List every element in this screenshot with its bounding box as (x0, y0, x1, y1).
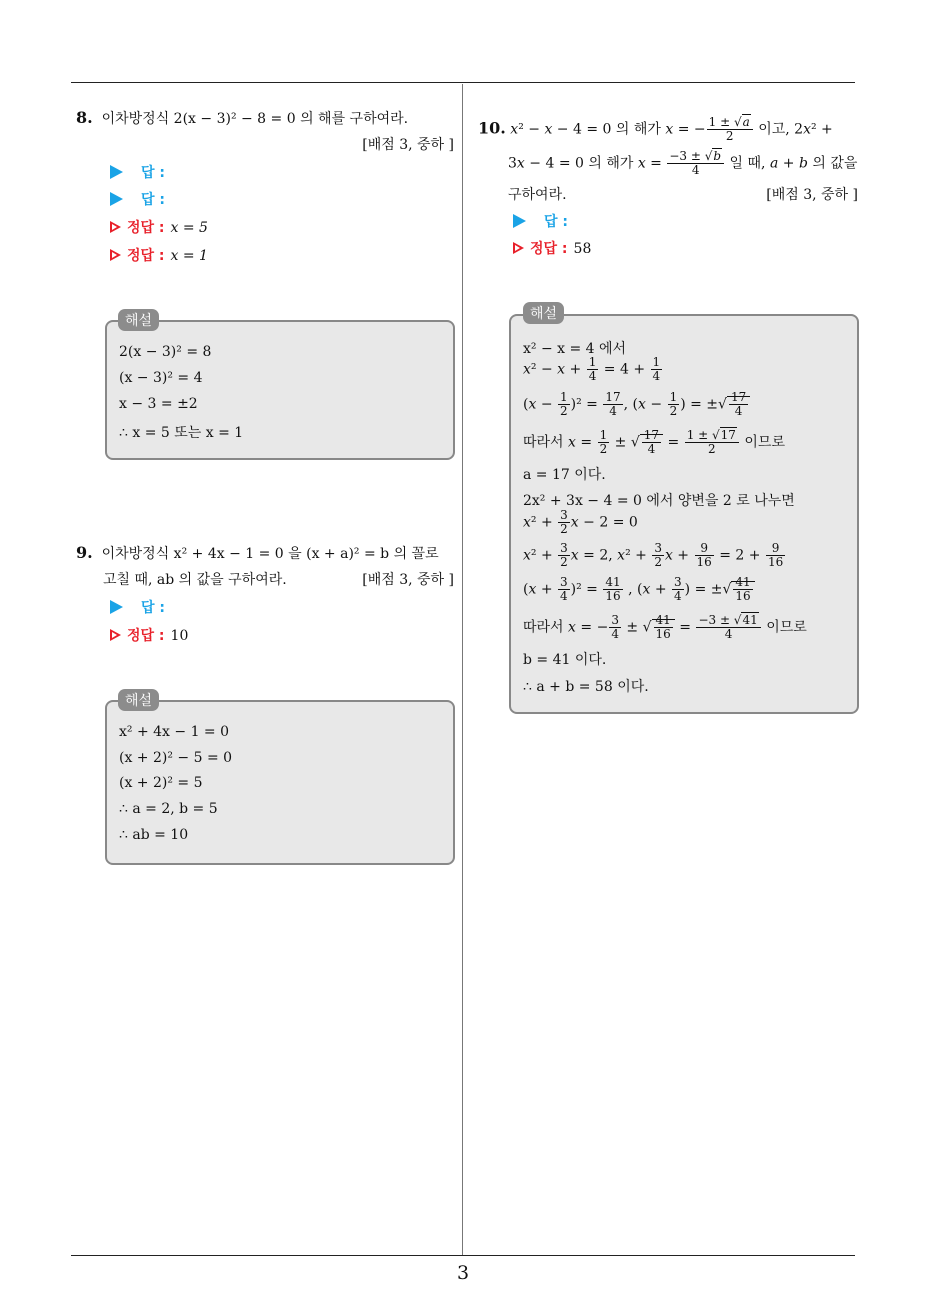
question-text: 구하여라. (508, 187, 567, 203)
solution-line: ∴ a + b = 58 이다. (523, 679, 649, 695)
correct-answer: 정답 : x = 5 (110, 217, 208, 239)
play-icon (110, 192, 123, 206)
play-icon (110, 600, 123, 614)
solution-line: (x + 2)² − 5 = 0 (119, 750, 233, 766)
question-line-2: 3x − 4 = 0 의 해가 x = $\frac{-3 \pm √b}{4}$ 일 때, a + b 의 값을 (508, 149, 858, 177)
solution-box (105, 700, 455, 865)
score-meta: [배점 3, 중하 ] (766, 187, 858, 203)
solution-line: 2x² + 3x − 4 = 0 에서 양변을 2 로 나누면 (523, 493, 795, 509)
score-meta: [배점 3, 중하 ] (362, 137, 454, 153)
solution-box (105, 320, 455, 460)
solution-line: (x + $\frac{3}{4}$ )² = $\frac{41}{16}$ , (x + $\frac{3}{4}$ ) = ±√ $\frac{41}{16}$ (523, 576, 755, 603)
solution-line: 따라서 x = $\frac{1}{2}$ ± √ $\frac{17}{4}$ = $\frac{1 \pm √17}{2}$ 이므로 (523, 428, 785, 456)
correct-answer: 정답 : 10 (110, 625, 188, 647)
solution-tag: 해설 (523, 302, 564, 324)
question-number: 8. (76, 108, 93, 127)
top-rule (71, 82, 855, 83)
column-divider (462, 84, 463, 1256)
outline-triangle-icon (110, 221, 121, 233)
solution-line: x² + 4x − 1 = 0 (119, 724, 230, 740)
solution-tag: 해설 (118, 309, 159, 331)
solution-line: ∴ x = 5 또는 x = 1 (119, 425, 244, 441)
solution-line: (x − 3)² = 4 (119, 370, 203, 386)
solution-line: a = 17 이다. (523, 467, 606, 483)
question-9 (76, 540, 454, 593)
question-text: 고칠 때, ab 의 값을 구하여라. (103, 572, 287, 588)
answer-line: 답 : (110, 162, 165, 184)
question-text: 이차방정식 x² + 4x − 1 = 0 을 (x + a)² = b 의 꼴로 (101, 546, 439, 562)
question-text: 이차방정식 2(x − 3)² − 8 = 0 의 해를 구하여라. (101, 111, 409, 127)
solution-line: 따라서 x = − $\frac{3}{4}$ ± √ $\frac{41}{16}$ = $\frac{-3 \pm √41}{4}$ 이므로 (523, 613, 807, 641)
solution-line: x² + $\frac{3}{2}$ x = 2, x² + $\frac{3}{2}$ x + $\frac{9}{16}$ = 2 + $\frac{9}{16}$ (523, 541, 784, 569)
solution-line: x − 3 = ±2 (119, 396, 198, 412)
correct-answer: 정답 : x = 1 (110, 245, 208, 267)
solution-line: (x + 2)² = 5 (119, 775, 203, 791)
question-8 (76, 105, 454, 158)
solution-line: 2(x − 3)² = 8 (119, 344, 212, 360)
answer-line: 답 : (110, 597, 165, 619)
outline-triangle-icon (110, 629, 121, 641)
score-meta: [배점 3, 중하 ] (362, 572, 454, 588)
solution-line: ∴ a = 2, b = 5 (119, 801, 218, 817)
answer-line: 답 : (110, 189, 165, 211)
solution-line: x² − x + $\frac{1}{4}$ = 4 + $\frac{1}{4}$ (523, 355, 661, 383)
question-number: 10. (478, 118, 506, 138)
outline-triangle-icon (513, 242, 524, 254)
solution-line: (x − $\frac{1}{2}$ )² = $\frac{17}{4}$ , (x − $\frac{1}{2}$ ) = ±√ $\frac{17}{4}$ (523, 391, 750, 418)
bottom-rule (71, 1255, 855, 1256)
play-icon (110, 165, 123, 179)
outline-triangle-icon (110, 249, 121, 261)
question-line-1: 10. x² − x − 4 = 0 의 해가 x = − $\frac{1 \pm √a}{2}$ 이고, 2x² + (478, 115, 833, 143)
question-number: 9. (76, 543, 93, 562)
answer-line: 답 : (513, 211, 568, 233)
solution-line: b = 41 이다. (523, 652, 607, 668)
solution-line: ∴ ab = 10 (119, 827, 189, 843)
solution-box (509, 314, 859, 714)
page-number: 3 (456, 1262, 470, 1284)
solution-line: x² − x = 4 에서 (523, 341, 627, 357)
solution-line: x² + $\frac{3}{2}$ x − 2 = 0 (523, 508, 638, 536)
solution-tag: 해설 (118, 689, 159, 711)
play-icon (513, 214, 526, 228)
correct-answer: 정답 : 58 (513, 238, 591, 260)
